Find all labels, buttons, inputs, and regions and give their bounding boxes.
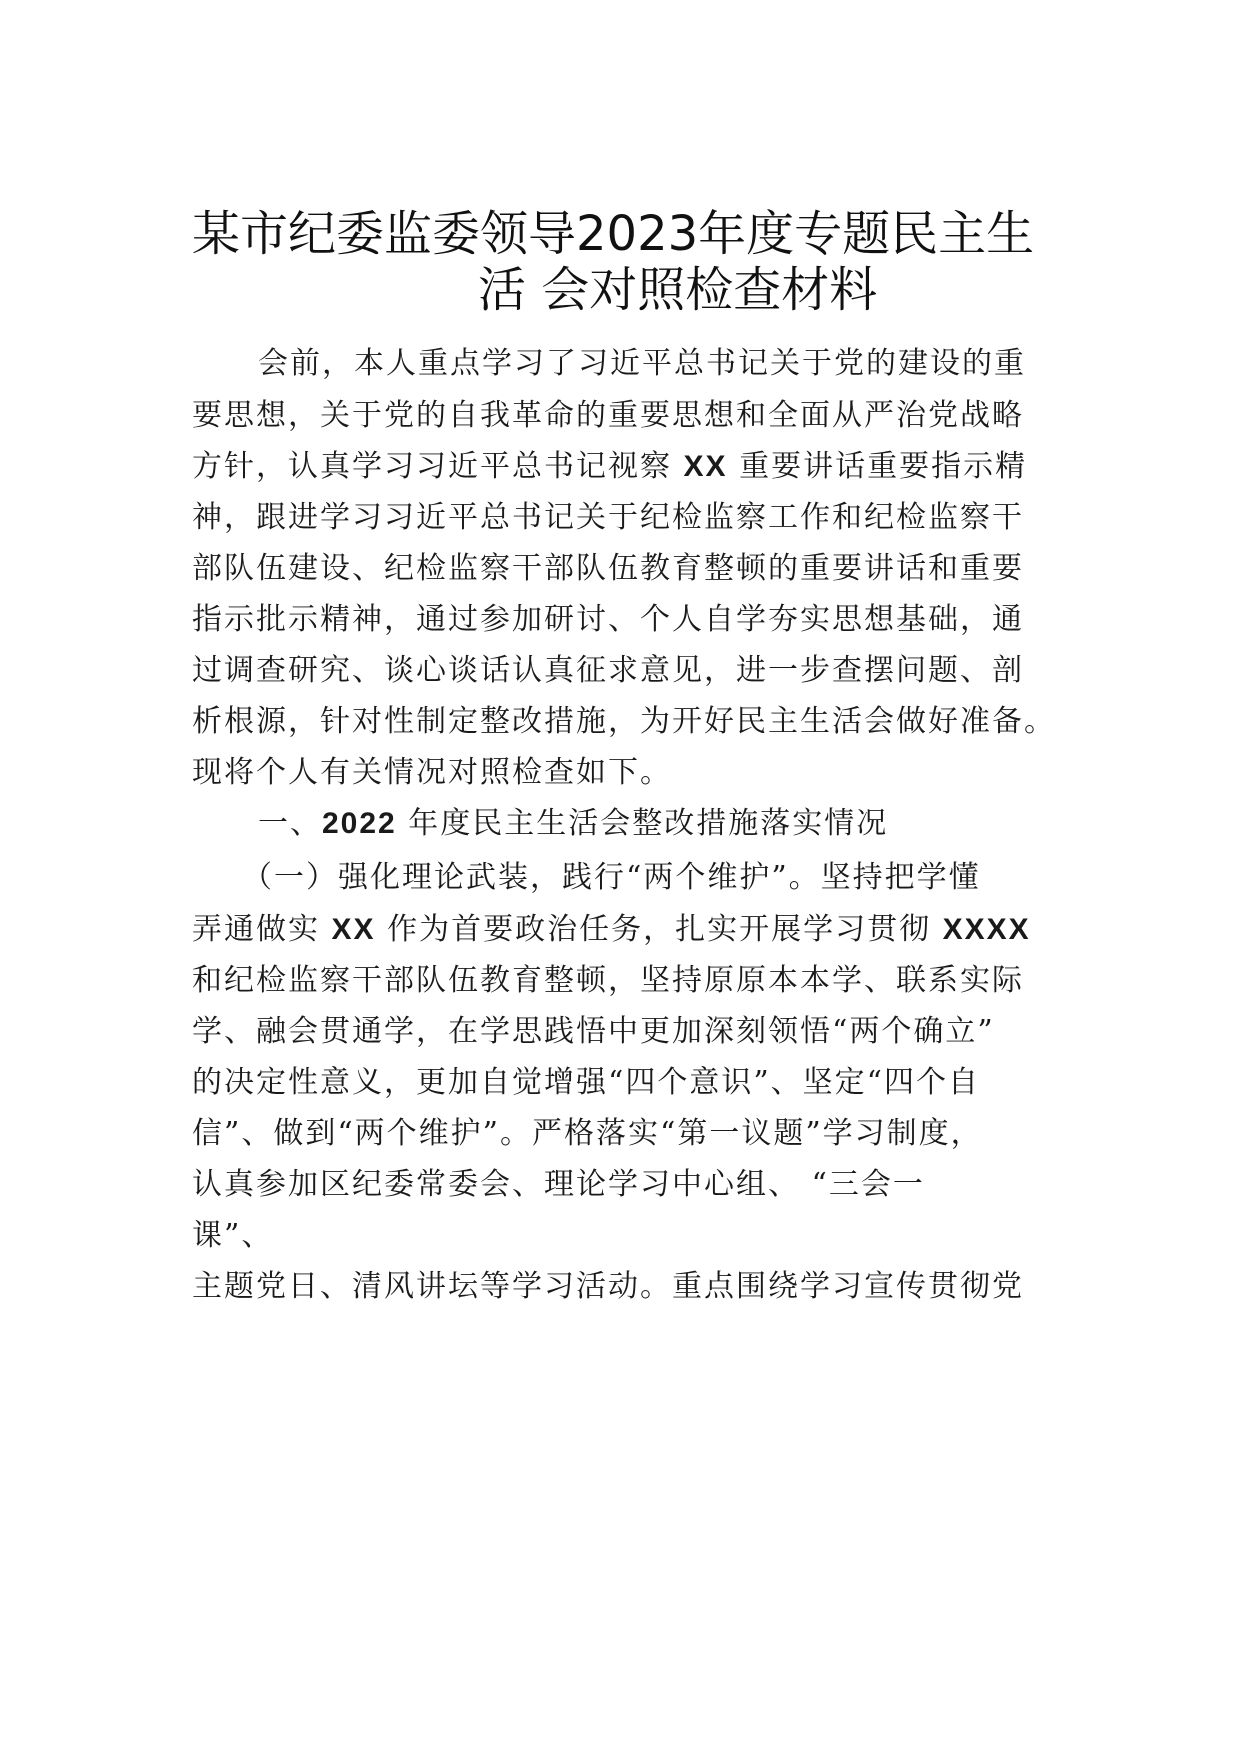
text-line <box>192 441 1027 485</box>
text-line <box>192 904 1031 948</box>
text-line: 信”、做到“两个维护”。严格落实“第一议题”学习制度， <box>192 1116 983 1151</box>
text-segment: 方针，认真学习习近平总书记视察 <box>192 449 684 484</box>
text-segment: 弄通做实 <box>192 912 332 947</box>
text-line: 的决定性意义，更加自觉增强“四个意识”、坚定“四个自 <box>192 1065 981 1100</box>
text-line: 析根源，针对性制定整改措施，为开好民主生活会做好准备。 <box>192 704 1056 739</box>
text-line: 要思想，关于党的自我革命的重要思想和全面从严治党战略 <box>192 398 1024 433</box>
text-line: 认真参加区纪委常委会、理论学习中心组、 “三会一 <box>192 1167 925 1202</box>
placeholder-xx: XX <box>331 913 376 946</box>
text-line: 部队伍建设、纪检监察干部队伍教育整顿的重要讲话和重要 <box>192 551 1024 586</box>
text-line: 会前，本人重点学习了习近平总书记关于党的建设的重 <box>258 346 1026 381</box>
text-line: 课”、 <box>192 1218 274 1253</box>
placeholder-xx: XX <box>683 450 728 483</box>
text-line: 和纪检监察干部队伍教育整顿，坚持原原本本学、联系实际 <box>192 963 1024 998</box>
text-line: 主题党日、清风讲坛等学习活动。重点围绕学习宣传贯彻党 <box>192 1269 1024 1304</box>
heading-prefix: 一、 <box>258 806 322 841</box>
heading-text: 年度民主生活会整改措施落实情况 <box>396 806 889 841</box>
text-line: 过调查研究、谈心谈话认真征求意见，进一步查摆问题、剖 <box>192 653 1024 688</box>
text-segment: 作为首要政治任务，扎实开展学习贯彻 <box>375 912 943 947</box>
text-line: 现将个人有关情况对照检查如下。 <box>192 755 672 790</box>
text-line: 指示批示精神，通过参加研讨、个人自学夯实思想基础，通 <box>192 602 1024 637</box>
section-heading-1 <box>258 798 888 842</box>
document-title-line-1: 某市纪委监委领导2023年度专题民主生 <box>192 206 1035 262</box>
text-line: 神，跟进学习习近平总书记关于纪检监察工作和纪检监察干 <box>192 500 1024 535</box>
heading-year: 2022 <box>322 807 397 840</box>
placeholder-xxxx: XXXX <box>942 913 1031 946</box>
text-segment: 重要讲话重要指示精 <box>727 449 1028 484</box>
text-line: （一）强化理论武装，践行“两个维护”。坚持把学懂 <box>242 860 981 895</box>
document-title-line-2: 活 会对照检查材料 <box>478 262 878 318</box>
text-line: 学、融会贯通学，在学思践悟中更加深刻领悟“两个确立” <box>192 1014 995 1049</box>
